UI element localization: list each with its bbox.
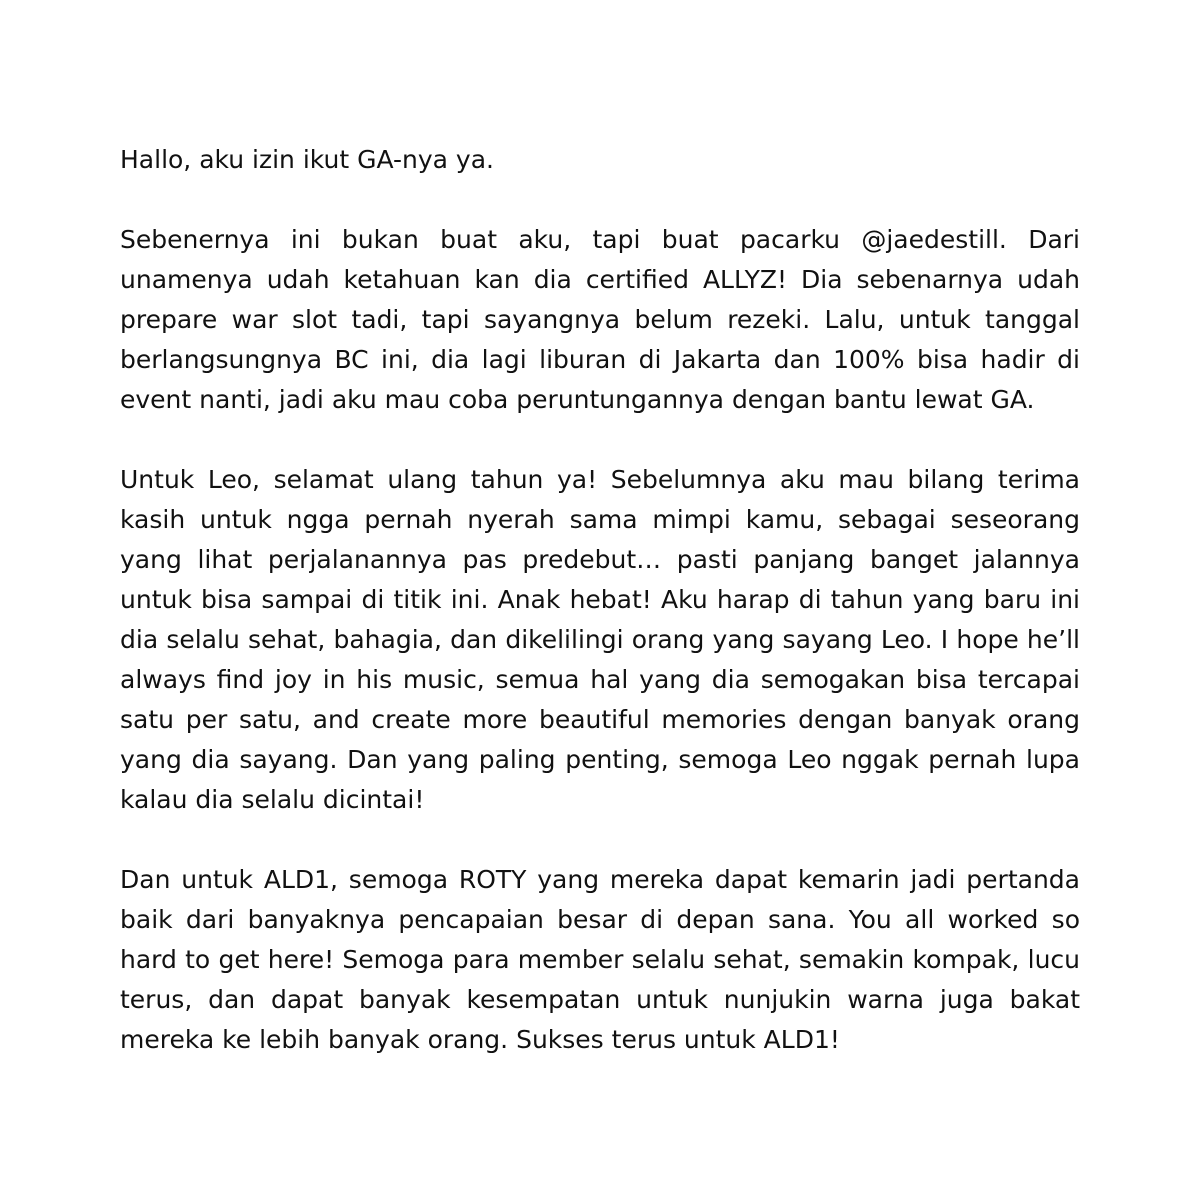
letter-body (120, 140, 1080, 1060)
greeting-paragraph: Hallo, aku izin ikut GA-nya ya. (120, 145, 494, 174)
group-message-paragraph: Dan untuk ALD1, semoga ROTY yang mereka dapat kemarin jadi pertanda baik dari banyaknya pencapaian besar di depan sana. You all worked so hard to get here! Semoga para member selalu sehat, semakin kompak, lucu terus, dan dapat banyak kesempatan untuk nunjukin warna juga bakat mereka ke lebih banyak orang. Sukses terus untuk ALD1! (120, 865, 1080, 1054)
intro-paragraph: Sebenernya ini bukan buat aku, tapi buat pacarku @jaedestill. Dari unamenya udah ketahuan kan dia certified ALLYZ! Dia sebenarnya udah prepare war slot tadi, tapi sayangnya belum rezeki. Lalu, untuk tanggal berlangsungnya BC ini, dia lagi liburan di Jakarta dan 100% bisa hadir di event nanti, jadi aku mau coba peruntungannya dengan bantu lewat GA. (120, 225, 1080, 414)
birthday-message-paragraph: Untuk Leo, selamat ulang tahun ya! Sebelumnya aku mau bilang terima kasih untuk ngga pernah nyerah sama mimpi kamu, sebagai seseorang yang lihat perjalanannya pas predebut… pasti panjang banget jalannya untuk bisa sampai di titik ini. Anak hebat! Aku harap di tahun yang baru ini dia selalu sehat, bahagia, dan dikelilingi orang yang sayang Leo. I hope he’ll always find joy in his music, semua hal yang dia semogakan bisa tercapai satu per satu, and create more beautiful memories dengan banyak orang yang dia sayang. Dan yang paling penting, semoga Leo nggak pernah lupa kalau dia selalu dicintai! (120, 465, 1080, 814)
